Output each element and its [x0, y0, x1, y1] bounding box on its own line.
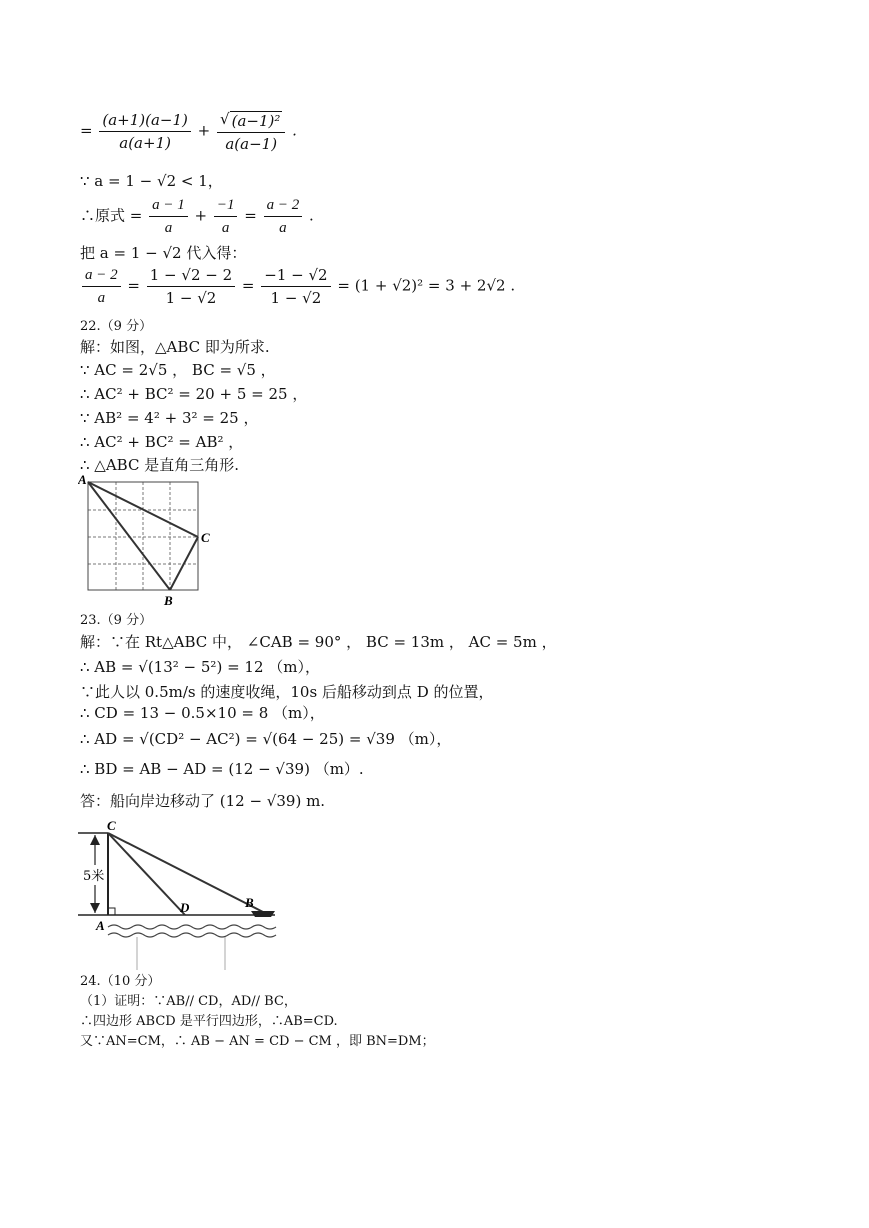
- height-label: 5米: [83, 869, 105, 884]
- frac-5c-num: −1 − √2: [261, 266, 330, 287]
- grid-lines: [88, 482, 198, 590]
- frac-5a: [82, 266, 121, 307]
- frac-5b-num: 1 − √2 − 2: [147, 266, 235, 287]
- q23-answer: 答：船向岸边移动了 (12 − √39) m.: [80, 792, 326, 810]
- label-a: A: [78, 472, 87, 487]
- q24-step-3: 又∵AN=CM，∴ AB − AN = CD − CM ，即 BN=DM；: [80, 1034, 435, 1049]
- label-c: C: [201, 530, 210, 545]
- equals-sign: =: [80, 121, 93, 140]
- fraction-2-num: √ (a−1)²: [217, 110, 285, 133]
- q23-step-4: ∴ CD = 13 − 0.5×10 = 8 （m），: [80, 704, 325, 722]
- q22-step-5: ∴ AC² + BC² = AB² ，: [80, 433, 244, 451]
- q23-step-6: ∴ BD = AB − AD = (12 − √39) （m）.: [80, 760, 364, 778]
- q23-step-1: 解：∵在 Rt△ABC 中， ∠CAB = 90° ， BC = 13m ， AC = 5m ，: [80, 633, 557, 651]
- fraction-1-den: a(a+1): [119, 133, 171, 152]
- frac-5c: [261, 266, 330, 307]
- frac-3b-num: −1: [214, 196, 238, 217]
- frac-3a-den: a: [164, 220, 173, 236]
- question-22-heading: 22.（9 分）: [80, 319, 153, 334]
- q23-step-5: ∴ AD = √(CD² − AC²) = √(64 − 25) = √39 （m），: [80, 730, 452, 748]
- expr-line-4: 把 a = 1 − √2 代入得：: [80, 244, 247, 262]
- expr-line-1: [80, 110, 297, 153]
- fraction-2: [217, 110, 285, 153]
- fraction-1-num: (a+1)(a−1): [99, 111, 191, 132]
- q22-step-3: ∴ AC² + BC² = 20 + 5 = 25 ，: [80, 385, 308, 403]
- fraction-2-radicand: (a−1)²: [231, 111, 281, 130]
- frac-5-tail: = (1 + √2)² = 3 + 2√2 .: [337, 276, 516, 295]
- question-24-heading: 24.（10 分）: [80, 974, 161, 989]
- original-expr-label: ∴原式 =: [80, 206, 143, 225]
- figure-22-grid-triangle: [78, 472, 228, 612]
- q22-step-6: ∴ △ABC 是直角三角形.: [80, 456, 239, 474]
- frac-3b-den: a: [221, 220, 230, 236]
- q22-step-4: ∵ AB² = 4² + 3² = 25 ，: [80, 409, 259, 427]
- label-b: B: [245, 895, 254, 910]
- frac-5b-den: 1 − √2: [165, 289, 217, 307]
- frac-3c: [264, 196, 303, 237]
- expr-line-2: ∵ a = 1 − √2 < 1，: [80, 172, 223, 190]
- label-c: C: [107, 818, 116, 833]
- expr-line-5: $\frac{a - 2}{a}$ = $\frac{1 - √2 - 2}{1 - √2}$ = $\frac{-1 - √2}{1 - √2}$ = (1 + √2)² = 3 + 2√2 .: [80, 266, 515, 307]
- right-angle-mark: [108, 908, 115, 915]
- plus-sign: +: [197, 121, 211, 140]
- label-a: A: [96, 918, 105, 933]
- q22-step-2: ∵ AC = 2√5 ， BC = √5 ，: [80, 361, 276, 379]
- q23-step-3: ∵此人以 0.5m/s 的速度收绳，10s 后船移动到点 D 的位置，: [80, 683, 494, 701]
- frac-5b: [147, 266, 235, 307]
- fraction-2-den: a(a−1): [225, 134, 278, 153]
- label-d: D: [180, 900, 190, 915]
- label-b: B: [164, 593, 173, 608]
- frac-5a-num: a − 2: [82, 266, 121, 287]
- arrow-down-icon: [90, 903, 100, 913]
- q24-step-1: （1）证明：∵AB// CD，AD// BC，: [80, 994, 297, 1009]
- q22-step-1: 解：如图，△ABC 即为所求.: [80, 338, 270, 356]
- arrow-up-icon: [90, 835, 100, 845]
- q23-step-2: ∴ AB = √(13² − 5²) = 12 （m），: [80, 658, 320, 676]
- period: .: [292, 121, 297, 140]
- figure-23-boat-diagram: [75, 815, 290, 975]
- frac-3a: [149, 196, 188, 237]
- frac-5c-den: 1 − √2: [270, 289, 322, 307]
- question-23-heading: 23.（9 分）: [80, 613, 153, 628]
- frac-5a-den: a: [97, 290, 106, 306]
- wave-1: [108, 925, 276, 929]
- fraction-1: [99, 111, 191, 152]
- q24-step-2: ∴四边形 ABCD 是平行四边形，∴AB=CD.: [80, 1014, 338, 1029]
- frac-3b: [214, 196, 238, 237]
- frac-3a-num: a − 1: [149, 196, 188, 217]
- wave-2: [108, 933, 276, 937]
- frac-3c-num: a − 2: [264, 196, 303, 217]
- frac-3c-den: a: [279, 220, 287, 236]
- boat-icon: [251, 911, 275, 917]
- expr-line-3: ∴原式 = $\frac{a - 1}{a}$ + $\frac{-1}{a}$ = $\frac{a - 2}{a}$ .: [80, 197, 314, 236]
